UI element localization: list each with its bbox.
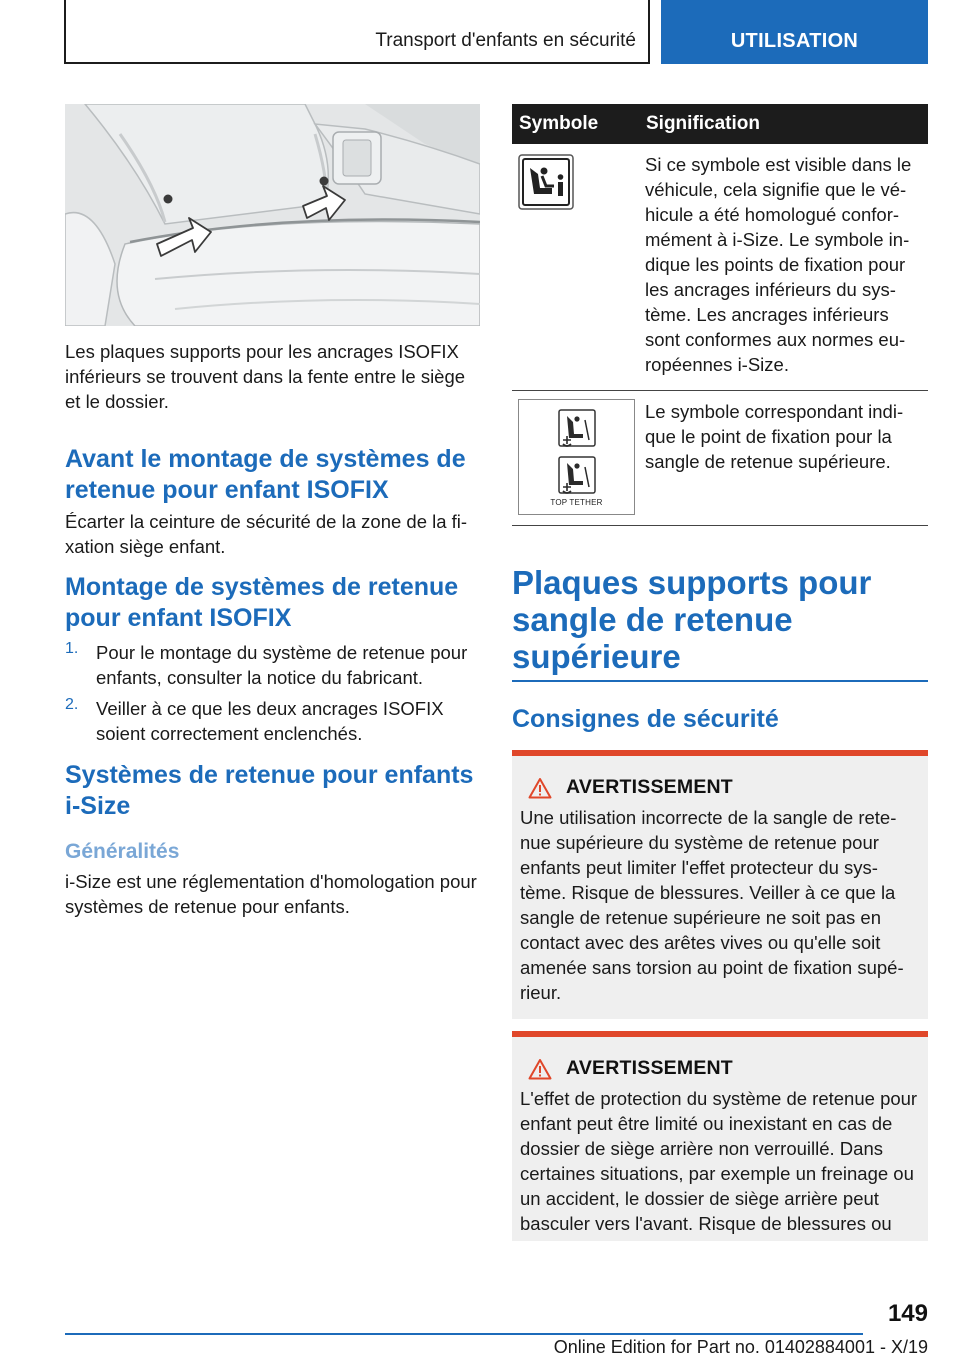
chapter-tab-label: UTILISATION bbox=[730, 30, 859, 52]
seat-illustration-svg bbox=[65, 104, 480, 326]
table-row bbox=[512, 391, 928, 526]
table-header-row bbox=[512, 104, 928, 144]
heading-avant-montage: Avant le montage de systèmes de retenue pour enfant ISOFIX bbox=[65, 445, 466, 504]
section-title-box bbox=[64, 0, 650, 64]
step-item bbox=[65, 696, 480, 746]
text-generalites: i-Size est une réglementation d'homologation pour systèmes de retenue pour enfants. bbox=[65, 871, 477, 917]
step-number: 1. bbox=[65, 640, 79, 657]
warning-title bbox=[528, 776, 920, 799]
heading-consignes-securite: Consignes de sécurité bbox=[512, 705, 779, 733]
footer-divider bbox=[65, 1333, 863, 1335]
footer-edition: Online Edition for Part no. 01402884001 - X/19 bbox=[553, 1337, 928, 1357]
warning-title bbox=[528, 1057, 920, 1080]
top-tether-label: TOP TETHER bbox=[550, 498, 603, 507]
meaning-cell: Si ce symbole est visible dans le véhicule, cela signifie que le vé-hicule a été homologué confor-mément à i-Size. Le symbole in-dique les points de fixation pour les ancrages inférieurs du sys-tème. Les ancrages inférieurs sont conformes aux normes eu-ropéennes i-Size. bbox=[636, 144, 928, 391]
page-header bbox=[64, 0, 928, 64]
heading-generalites: Généralités bbox=[65, 840, 180, 863]
isize-seat-icon bbox=[518, 154, 574, 210]
heading-plaques-supports: Plaques supports pour sangle de retenue supérieure bbox=[512, 564, 872, 675]
step-number: 2. bbox=[65, 696, 79, 713]
symbol-cell bbox=[512, 144, 636, 391]
symbol-table bbox=[512, 104, 928, 526]
warning-text: L'effet de protection du système de retenue pour enfant peut être limité ou inexistant en cas de dossier de siège arrière non verrouillé. Dans certaines situations, par exemple un freinage ou un accident, le dossier de siège arrière peut basculer vers l'avant. Risque de blessures ou bbox=[520, 1088, 918, 1234]
figure-caption: Les plaques supports pour les ancrages ISOFIX inférieurs se trouvent dans la fente entre le siège et le dossier. bbox=[65, 341, 466, 412]
warning-triangle-icon bbox=[528, 1058, 552, 1080]
montage-steps bbox=[65, 640, 480, 746]
meaning-cell: Le symbole correspondant indi-que le point de fixation pour la sangle de retenue supérieure. bbox=[636, 391, 928, 526]
step-item bbox=[65, 640, 480, 690]
warning-label: AVERTISSEMENT bbox=[566, 1057, 733, 1079]
plaques-heading-block bbox=[512, 564, 928, 682]
left-column bbox=[65, 104, 480, 919]
step-text: Veiller à ce que les deux ancrages ISOFIX soient correctement enclenchés. bbox=[96, 698, 444, 744]
section-title: Transport d'enfants en sécurité bbox=[375, 30, 636, 51]
right-column bbox=[512, 104, 928, 1241]
table-row bbox=[512, 144, 928, 391]
warning-triangle-icon bbox=[528, 777, 552, 799]
symbol-cell bbox=[512, 391, 636, 526]
isofix-anchor-illustration bbox=[65, 104, 480, 326]
heading-isize: Systèmes de retenue pour enfants i-Size bbox=[65, 761, 474, 820]
warning-label: AVERTISSEMENT bbox=[566, 776, 733, 798]
column-header-symbol: Symbole bbox=[512, 104, 636, 144]
column-header-meaning: Signification bbox=[636, 104, 928, 144]
text-avant-montage: Écarter la ceinture de sécurité de la zone de la fi-xation siège enfant. bbox=[65, 511, 468, 557]
heading-montage-isofix: Montage de systèmes de retenue pour enfant ISOFIX bbox=[65, 573, 459, 632]
chapter-tab[interactable] bbox=[661, 0, 928, 64]
warning-box bbox=[512, 1031, 928, 1241]
warning-box bbox=[512, 750, 928, 1019]
page-number: 149 bbox=[887, 1300, 928, 1327]
step-text: Pour le montage du système de retenue pour enfants, consulter la notice du fabricant. bbox=[96, 642, 468, 688]
warning-text: Une utilisation incorrecte de la sangle de rete-nue supérieure du système de retenue pour enfants peut limiter l'effet protecteur du sys-tème. Risque de blessures. Veiller à ce que la sangle de retenue supérieure ne soit pas en contact avec des arêtes vives ou qu'elle soit amenée sans torsion au point de fixation supé-rieur. bbox=[520, 807, 904, 1003]
top-tether-icon bbox=[518, 399, 635, 515]
